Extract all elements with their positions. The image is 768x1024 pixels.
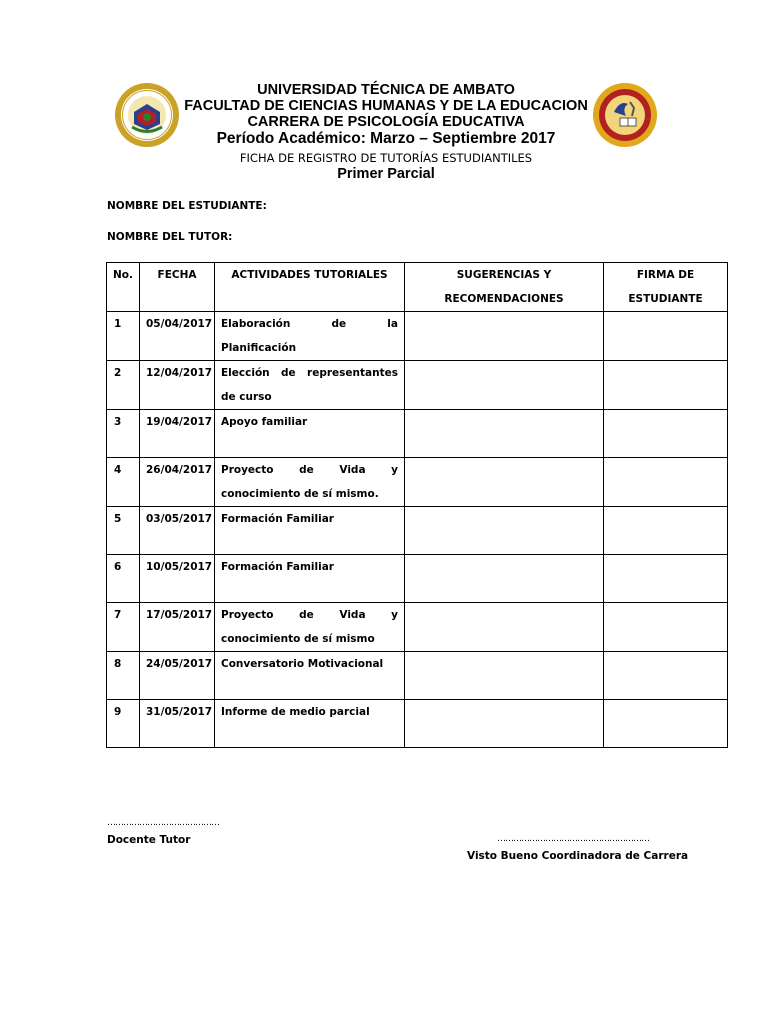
row-suggestions[interactable]	[405, 507, 604, 555]
student-name-label: NOMBRE DEL ESTUDIANTE:	[107, 200, 267, 212]
row-activity: Proyecto de Vida y conocimiento de sí mismo	[215, 603, 405, 652]
university-seal-left	[114, 82, 180, 148]
university-seal-right-icon	[592, 82, 658, 148]
table-row	[107, 603, 728, 652]
header-no: No.	[107, 263, 140, 312]
header-signature: FIRMA DE ESTUDIANTE	[604, 263, 728, 312]
tutor-signature-label: Docente Tutor	[107, 834, 191, 846]
academic-period: Período Académico: Marzo – Septiembre 2017	[216, 130, 556, 147]
career-name: CARRERA DE PSICOLOGÍA EDUCATIVA	[247, 114, 525, 130]
tutor-name-label: NOMBRE DEL TUTOR:	[107, 231, 233, 243]
row-signature[interactable]	[604, 312, 728, 361]
table-row	[107, 361, 728, 410]
table-row	[107, 312, 728, 361]
row-number: 9	[107, 700, 140, 748]
row-date: 31/05/2017	[140, 700, 215, 748]
tutor-signature-line: ……………………………………	[107, 818, 219, 828]
row-signature[interactable]	[604, 700, 728, 748]
row-signature[interactable]	[604, 652, 728, 700]
university-seal-right	[592, 82, 658, 148]
university-seal-left-icon	[114, 82, 180, 148]
row-suggestions[interactable]	[405, 603, 604, 652]
row-activity: Proyecto de Vida y conocimiento de sí mismo.	[215, 458, 405, 507]
row-signature[interactable]	[604, 603, 728, 652]
row-activity: Formación Familiar	[215, 555, 405, 603]
table-row	[107, 507, 728, 555]
table-row	[107, 555, 728, 603]
table-header-row	[107, 263, 728, 312]
faculty-name: FACULTAD DE CIENCIAS HUMANAS Y DE LA EDUCACION	[184, 98, 588, 114]
row-date: 26/04/2017	[140, 458, 215, 507]
row-number: 6	[107, 555, 140, 603]
row-date: 05/04/2017	[140, 312, 215, 361]
row-activity: Conversatorio Motivacional	[215, 652, 405, 700]
row-signature[interactable]	[604, 507, 728, 555]
coordinator-signature-label: Visto Bueno Coordinadora de Carrera	[467, 850, 689, 862]
university-name: UNIVERSIDAD TÉCNICA DE AMBATO	[257, 82, 515, 98]
table-row	[107, 410, 728, 458]
form-title: FICHA DE REGISTRO DE TUTORÍAS ESTUDIANTILES	[239, 151, 533, 165]
row-suggestions[interactable]	[405, 652, 604, 700]
row-suggestions[interactable]	[405, 410, 604, 458]
row-date: 03/05/2017	[140, 507, 215, 555]
row-suggestions[interactable]	[405, 458, 604, 507]
row-suggestions[interactable]	[405, 361, 604, 410]
header-suggestions: SUGERENCIAS Y RECOMENDACIONES	[405, 263, 604, 312]
row-number: 7	[107, 603, 140, 652]
partial-title: Primer Parcial	[337, 166, 435, 182]
row-number: 4	[107, 458, 140, 507]
row-activity: Elección de representantes de curso	[215, 361, 405, 410]
row-activity: Informe de medio parcial	[215, 700, 405, 748]
table-row	[107, 458, 728, 507]
tutoring-table	[106, 262, 728, 748]
row-suggestions[interactable]	[405, 700, 604, 748]
row-number: 2	[107, 361, 140, 410]
row-signature[interactable]	[604, 361, 728, 410]
row-date: 10/05/2017	[140, 555, 215, 603]
row-signature[interactable]	[604, 555, 728, 603]
row-number: 8	[107, 652, 140, 700]
header-activities: ACTIVIDADES TUTORIALES	[215, 263, 405, 312]
row-number: 3	[107, 410, 140, 458]
row-activity: Apoyo familiar	[215, 410, 405, 458]
header-date: FECHA	[140, 263, 215, 312]
row-date: 12/04/2017	[140, 361, 215, 410]
document-header	[180, 82, 592, 182]
row-signature[interactable]	[604, 458, 728, 507]
row-date: 19/04/2017	[140, 410, 215, 458]
table-row	[107, 652, 728, 700]
row-number: 1	[107, 312, 140, 361]
row-number: 5	[107, 507, 140, 555]
row-date: 24/05/2017	[140, 652, 215, 700]
row-suggestions[interactable]	[405, 555, 604, 603]
row-date: 17/05/2017	[140, 603, 215, 652]
row-activity: Formación Familiar	[215, 507, 405, 555]
row-activity: Elaboración de la Planificación	[215, 312, 405, 361]
row-suggestions[interactable]	[405, 312, 604, 361]
row-signature[interactable]	[604, 410, 728, 458]
coordinator-signature-line: …………………………………………………	[497, 834, 649, 844]
table-row	[107, 700, 728, 748]
